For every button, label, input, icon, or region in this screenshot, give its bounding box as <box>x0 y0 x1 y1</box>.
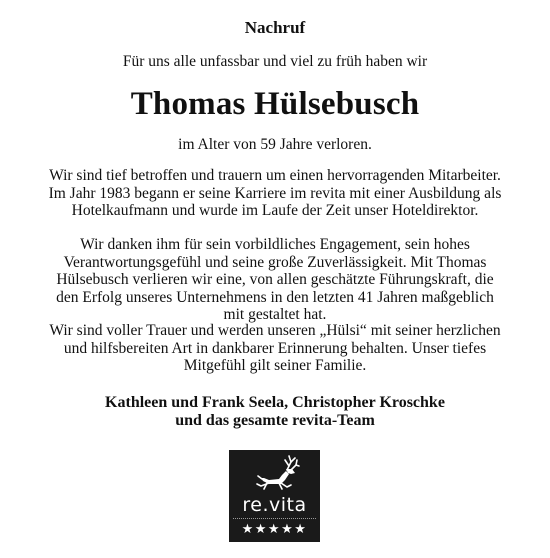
logo-wordmark: re.vita <box>242 494 307 516</box>
deceased-name: Thomas Hülsebusch <box>130 86 420 122</box>
logo-stars: ★★★★★ <box>241 522 308 537</box>
paragraph-tribute: Wir sind tief betroffen und trauern um einen hervorragenden Mitarbeiter. Im Jahr 1983 begann er seine Karriere im revita mit einer Ausbildung als Hotelkaufmann und wurde im Laufe der Zeit unser Hoteldirektor. <box>48 167 502 220</box>
revita-logo <box>229 450 320 542</box>
paragraph-mourning: Wir sind voller Trauer und werden unseren „Hülsi“ mit seiner herzlichen und hilfsbereiten Art in dankbarer Erinnerung behalten. Unser tiefes Mitgefühl gilt seiner Familie. <box>49 322 501 375</box>
notice-heading: Nachruf <box>244 18 306 37</box>
intro-line: Für uns alle unfassbar und viel zu früh haben wir <box>122 53 428 70</box>
age-line: im Alter von 59 Jahre verloren. <box>178 136 372 153</box>
signers: Kathleen und Frank Seela, Christopher Kroschke und das gesamte revita-Team <box>105 394 445 429</box>
paragraph-thanks: Wir danken ihm für sein vorbildliches Engagement, sein hohes Verantwortungsgefühl und seine große Zuverlässigkeit. Mit Thomas Hülsebusch verlieren wir eine, von allen geschätzte Führungskraft, die den Erfolg unseres Unternehmens in den letzten 41 Jahren maßgeblich mit gestaltet hat. <box>56 236 494 324</box>
